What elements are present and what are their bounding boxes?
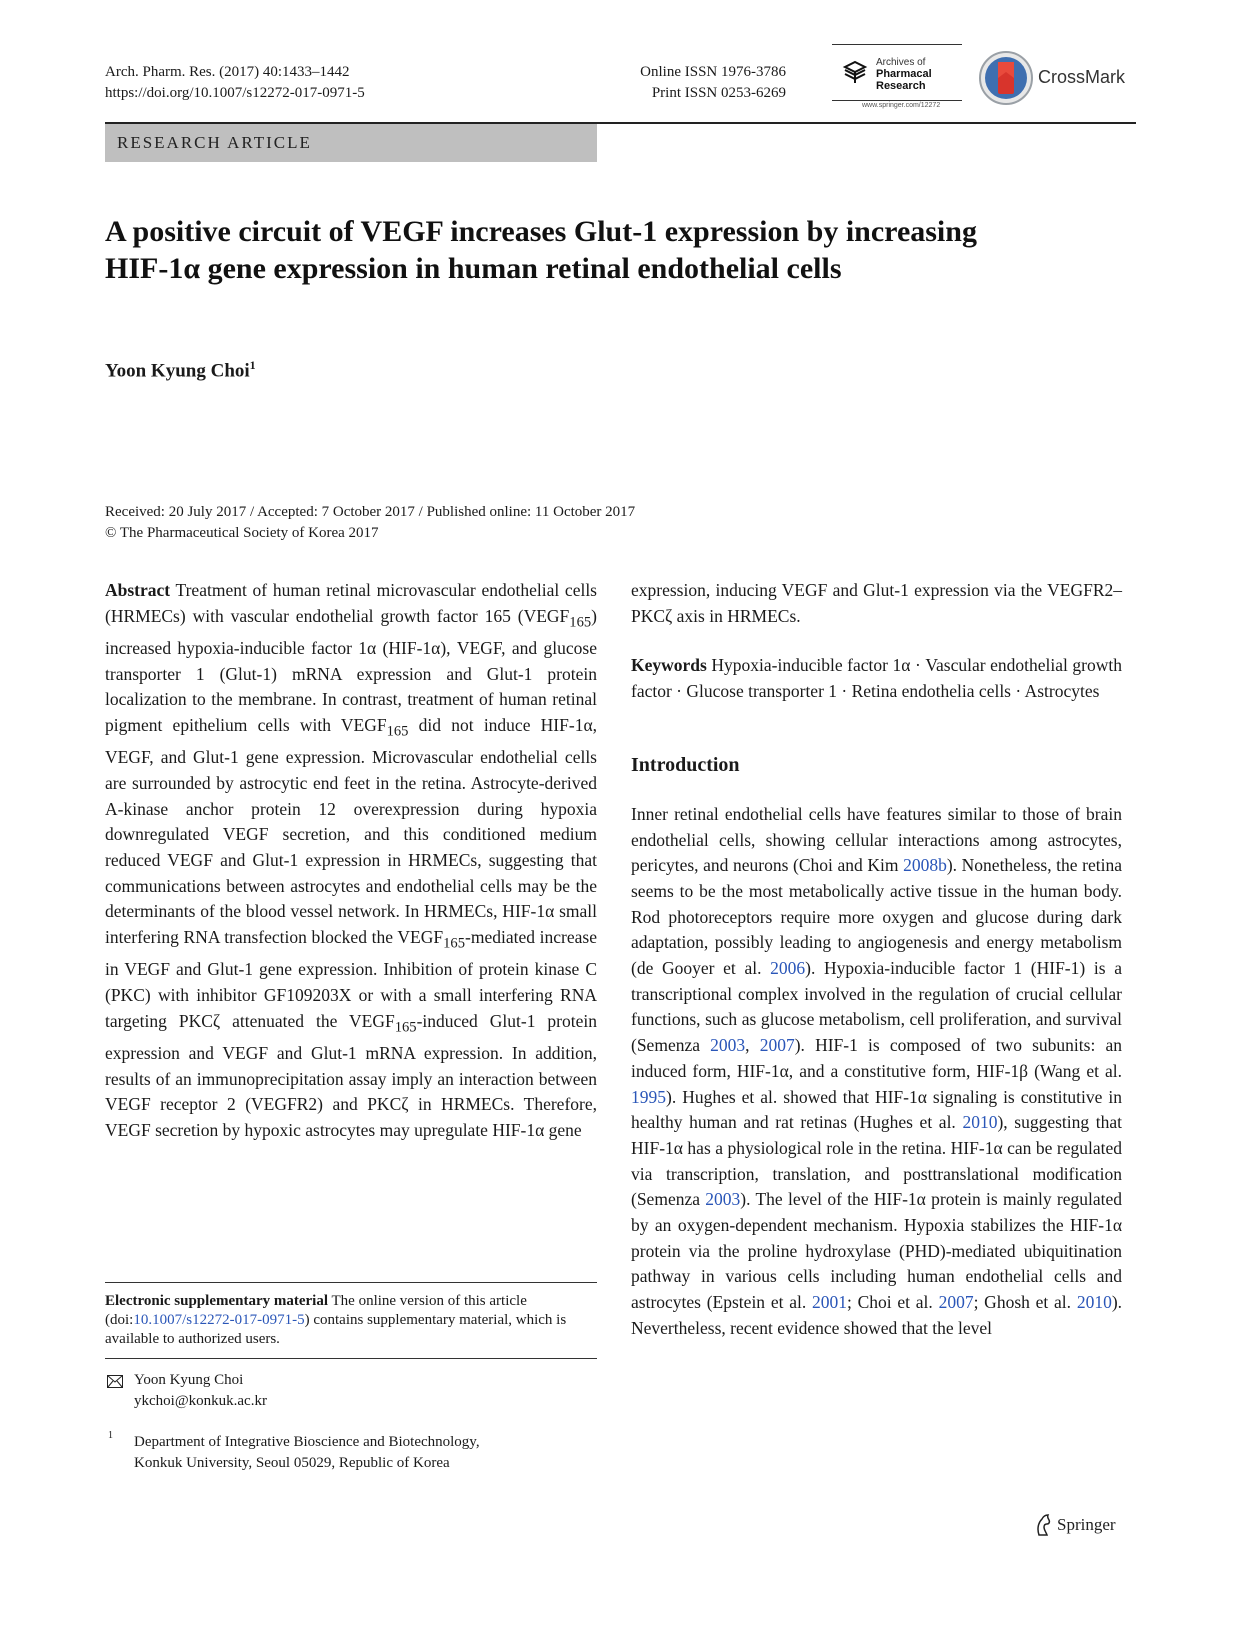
- ref-link[interactable]: 2003: [710, 1035, 746, 1056]
- abstract-continued-spacer: expression, inducing VEGF and Glut-1 expression via the VEGFR2–PKCζ axis in HRMECs.: [631, 580, 1122, 626]
- right-column: [631, 578, 1122, 1342]
- footnote-rule-2: [105, 1358, 597, 1359]
- crossmark-badge[interactable]: CrossMark: [978, 50, 1138, 108]
- crossmark-icon: [978, 50, 1034, 106]
- ref-link[interactable]: 1995: [631, 1086, 666, 1107]
- ref-link[interactable]: 2008b: [903, 855, 947, 876]
- author-email[interactable]: ykchoi@konkuk.ac.kr: [134, 1393, 267, 1409]
- abstract: Abstract Treatment of human retinal microvascular endothelial cells (HRMECs) with vascular endothelial growth factor 165 $(VEGF_{165})$ increased hypoxia-inducible factor 1α (HIF-1α), VEGF, and glucose transporter 1 (Glut-1) mRNA expression and Glut-1 protein localization to the membrane. In contrast, treatment of human retinal pigment epithelium cells with $VEGF_{165}$ did not induce HIF-1α, VEGF, and Glut-1 gene expression. Microvascular endothelial cells are surrounded by astrocytic end feet in the retina. Astrocyte-derived A-kinase anchor protein 12 overexpression during hypoxia downregulated VEGF secretion, and this conditioned medium reduced VEGF and Glut-1 expression in HRMECs, suggesting that communications between astrocytes and endothelial cells may be the determinants of the blood vessel network. In HRMECs, HIF-1α small interfering RNA transfection blocked the $VEGF_{165}$-mediated increase in VEGF and Glut-1 gene expression. Inhibition of protein kinase C (PKC) with inhibitor GF109203X or with a small interfering RNA targeting PKCζ attenuated the $VEGF_{165}$-induced Glut-1 protein expression and VEGF and Glut-1 mRNA expression. In addition, results of an immunoprecipitation assay imply an interaction between VEGF receptor 2 (VEGFR2) and PKCζ in HRMECs. Therefore, VEGF secretion by hypoxic astrocytes may upregulate HIF-1α gene: [105, 580, 597, 1141]
- print-issn: Print ISSN 0253-6269: [651, 85, 786, 101]
- abstract-label: Abstract: [105, 580, 171, 600]
- introduction-text: Inner retinal endothelial cells have features similar to those of brain endothelial cells, showing cellular interactions among astrocytes, pericytes, and neurons (Choi and Kim 2008b). Nonetheless, the retina seems to be the most metabolically active tissue in the human body. Rod photoreceptors require more oxygen and glucose during dark adaptation, possibly leading to angiogenesis and energy metabolism (de Gooyer et al. 2006). Hypoxia-inducible factor 1 (HIF-1) is a transcriptional complex involved in the regulation of crucial cellular functions, such as glucose metabolism, cell proliferation, and survival (Semenza 2003, 2007). HIF-1 is composed of two subunits: an induced form, HIF-1α, and a constitutive form, HIF-1β (Wang et al. 1995). Hughes et al. showed that HIF-1α signaling is constitutive in healthy human and rat retinas (Hughes et al. 2010), suggesting that HIF-1α has a physiological role in the retina. HIF-1α can be regulated via transcription, translation, and posttranslational modification (Semenza 2003). The level of the HIF-1α protein is mainly regulated by an oxygen-dependent mechanism. Hypoxia stabilizes the HIF-1α protein via the proline hydroxylase (PHD)-mediated ubiquitination pathway in various cells including human endothelial cells and astrocytes (Epstein et al. 2001; Choi et al. 2007; Ghosh et al. 2010). Nevertheless, recent evidence showed that the level: [631, 803, 1123, 1338]
- springer-horse-icon: [1033, 1513, 1053, 1537]
- ref-link[interactable]: 2010: [1076, 1292, 1112, 1313]
- affiliation: Department of Integrative Bioscience and Biotechnology, Konkuk University, Seoul 05029, Republic of Korea: [134, 1434, 480, 1471]
- issn-block: [600, 62, 786, 104]
- correspondence: [134, 1370, 267, 1412]
- article-dates: [105, 502, 635, 544]
- copyright: © The Pharmaceutical Society of Korea 2017: [105, 525, 379, 541]
- history-dates: Received: 20 July 2017 / Accepted: 7 October 2017 / Published online: 11 October 2017: [105, 504, 636, 520]
- ref-link[interactable]: 2006: [770, 958, 806, 979]
- supplementary-doi-link[interactable]: 10.1007/s12272-017-0971-5: [133, 1312, 305, 1328]
- author-name: Yoon Kyung Choi$^1$: [105, 358, 256, 382]
- journal-citation: Arch. Pharm. Res. (2017) 40:1433–1442: [105, 64, 350, 80]
- article-title: A positive circuit of VEGF increases Glut-1 expression by increasing HIF-1α gene expression in human retinal endothelial cells: [105, 215, 977, 285]
- article-type: RESEARCH ARTICLE: [117, 133, 312, 152]
- supplementary-note: Electronic supplementary material The online version of this article (doi:10.1007/s12272-017-0971-5) contains supplementary material, which is available to authorized users.: [105, 1293, 567, 1347]
- ref-link[interactable]: 2003: [705, 1189, 741, 1210]
- affiliation-mark: 1: [249, 358, 256, 372]
- envelope-icon: [107, 1375, 123, 1388]
- keywords-label: Keywords: [631, 655, 707, 676]
- ref-link[interactable]: 2007: [938, 1292, 974, 1313]
- ref-link[interactable]: 2001: [811, 1292, 847, 1313]
- ref-link[interactable]: 2010: [962, 1112, 998, 1133]
- keywords: Keywords Hypoxia-inducible factor 1α · Vascular endothelial growth factor · Glucose transporter 1 · Retina endothelia cells · Astrocytes: [631, 655, 1122, 702]
- introduction-heading: Introduction: [631, 753, 740, 776]
- article-type-band: [105, 124, 597, 162]
- journal-logo: Archives of Pharmacal Research www.springer.com/12272: [832, 44, 962, 112]
- abstract-tail: -induced Glut-1 protein expression and VEGF and Glut-1 mRNA expression. In addition, results of an immunoprecipitation assay imply an interaction between VEGF receptor 2 (VEGFR2) and PKCζ in HRMECs. Therefore, VEGF secretion by hypoxic astrocytes may upregulate HIF-1α gene: [105, 1010, 597, 1141]
- corresponding-author: Yoon Kyung Choi: [134, 1372, 244, 1388]
- online-issn: Online ISSN 1976-3786: [640, 64, 786, 80]
- springer-logo: Springer: [1033, 1513, 1143, 1543]
- footnote-rule: [105, 1282, 597, 1283]
- journal-url[interactable]: www.springer.com/12272: [862, 102, 941, 109]
- book-icon: [842, 59, 868, 85]
- doi-link[interactable]: https://doi.org/10.1007/s12272-017-0971-5: [105, 85, 365, 101]
- affiliation-number: 1: [108, 1430, 113, 1441]
- ref-link[interactable]: 2007: [759, 1035, 795, 1056]
- left-column: [105, 578, 597, 1144]
- journal-header: [105, 62, 365, 104]
